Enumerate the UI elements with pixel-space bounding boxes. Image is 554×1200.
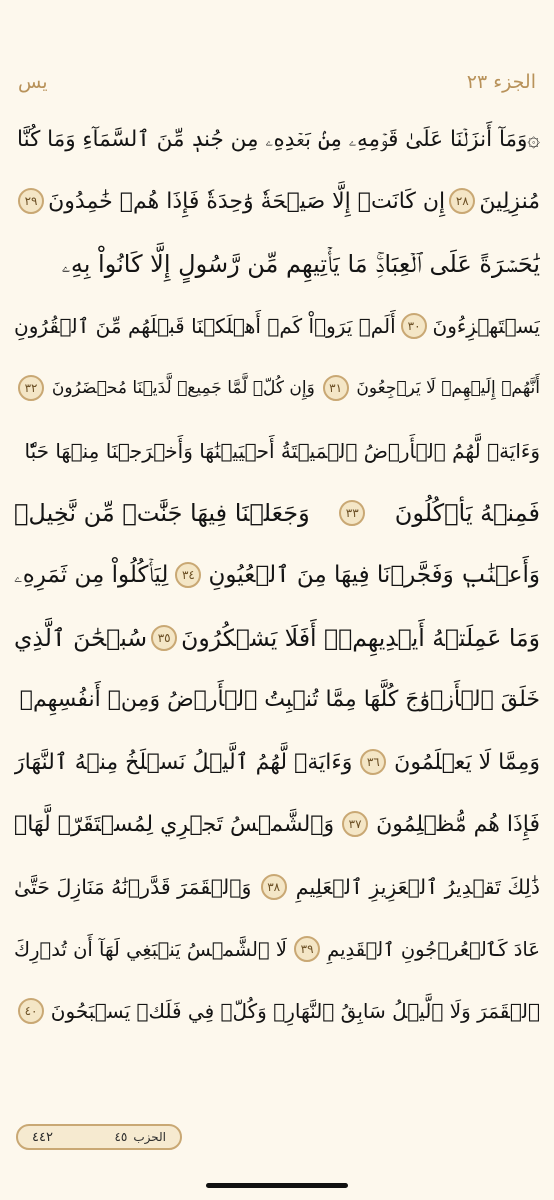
juz-label[interactable]: الجزء ٢٣ (466, 71, 536, 93)
verse-text: يَسۡتَهۡزِءُونَ (432, 314, 540, 339)
verse-text: ۞وَمَآ أَنزَلۡنَا عَلَىٰ قَوۡمِهِۦ مِنۢ بَعۡدِهِۦ مِن جُندٖ مِّنَ ٱلسَّمَآءِ وَمَا كُنَّا (17, 126, 540, 152)
verse-line (14, 233, 540, 295)
verse-text: وَأَعۡنَٰبٖ وَفَجَّرۡنَا فِيهَا مِنَ ٱلۡعُيُونِ (208, 562, 540, 589)
verse-line (14, 731, 540, 793)
verse-text: وَءَايَةٞ لَّهُمُ ٱلۡأَرۡضُ ٱلۡمَيۡتَةُ أَحۡيَيۡنَٰهَا وَأَخۡرَجۡنَا مِنۡهَا حَبّٗا (24, 438, 540, 463)
verse-line (14, 669, 540, 731)
verse-line (14, 419, 540, 481)
home-indicator[interactable] (206, 1183, 348, 1188)
verse-text: مُنزِلِينَ (479, 188, 540, 214)
ayah-number-marker[interactable]: ٣٣ (339, 500, 365, 526)
verse-text: وَمِمَّا لَا يَعۡلَمُونَ (394, 749, 540, 775)
ayah-number-marker[interactable]: ٢٨ (449, 188, 475, 214)
verse-line (14, 482, 540, 544)
verse-text: خَلَقَ ٱلۡأَزۡوَٰجَ كُلَّهَا مِمَّا تُنۢبِتُ ٱلۡأَرۡضُ وَمِنۡ أَنفُسِهِمۡ (19, 687, 540, 713)
surah-name[interactable]: يس (18, 71, 48, 93)
page-number: ٤٤٢ (32, 1129, 53, 1145)
verse-text: لَا ٱلشَّمۡسُ يَنۢبَغِي لَهَآ أَن تُدۡرِكَ (14, 937, 288, 961)
verse-line (14, 357, 540, 419)
verse-line (14, 108, 540, 170)
ayah-number-marker[interactable]: ٣٦ (360, 749, 386, 775)
verse-text: فَإِذَا هُم مُّظۡلِمُونَ (376, 811, 540, 837)
verse-text-area[interactable] (14, 108, 540, 1042)
verse-line (14, 606, 540, 668)
ayah-number-marker[interactable]: ٣٩ (294, 936, 320, 962)
verse-text: وَجَعَلۡنَا فِيهَا جَنَّٰتٖ مِّن نَّخِيلٖ (14, 498, 310, 527)
verse-line (14, 856, 540, 918)
verse-text: وَإِن كُلّٞ لَّمَّا جَمِيعٞ لَّدَيۡنَا مُحۡضَرُونَ (51, 378, 315, 399)
verse-line (14, 170, 540, 232)
ayah-number-marker[interactable]: ٣٥ (151, 625, 177, 651)
verse-text: لِيَأۡكُلُواْ مِن ثَمَرِهِۦ (14, 562, 169, 589)
verse-text: عَادَ كَٱلۡعُرۡجُونِ ٱلۡقَدِيمِ (327, 937, 540, 961)
ayah-number-marker[interactable]: ٣٤ (175, 562, 201, 588)
verse-line (14, 980, 540, 1042)
verse-text: سُبۡحَٰنَ ٱلَّذِي (14, 623, 148, 652)
ayah-number-marker[interactable]: ٢٩ (18, 188, 44, 214)
verse-text: وَٱلشَّمۡسُ تَجۡرِي لِمُسۡتَقَرّٖ لَّهَاۚ (14, 811, 335, 837)
ayah-number-marker[interactable]: ٣١ (323, 375, 349, 401)
verse-line (14, 918, 540, 980)
hizb-number: ٤٥ (114, 1130, 128, 1144)
verse-line (14, 793, 540, 855)
ayah-number-marker[interactable]: ٣٠ (401, 313, 427, 339)
verse-text: وَمَا عَمِلَتۡهُ أَيۡدِيهِمۡۚ أَفَلَا يَشۡكُرُونَ (181, 623, 540, 652)
ayah-number-marker[interactable]: ٣٨ (261, 874, 287, 900)
page-header (18, 62, 536, 102)
ayah-number-marker[interactable]: ٣٢ (18, 375, 44, 401)
verse-text: أَنَّهُمۡ إِلَيۡهِمۡ لَا يَرۡجِعُونَ (356, 378, 540, 399)
verse-text: وَٱلۡقَمَرَ قَدَّرۡنَٰهُ مَنَازِلَ حَتَّىٰ (14, 874, 252, 899)
verse-text: أَلَمۡ يَرَوۡاْ كَمۡ أَهۡلَكۡنَا قَبۡلَهُم مِّنَ ٱلۡقُرُونِ (14, 314, 396, 339)
page-footer-badge (16, 1124, 182, 1150)
hizb-indicator (114, 1130, 166, 1144)
verse-text: إِن كَانَتۡ إِلَّا صَيۡحَةٗ وَٰحِدَةٗ فَإِذَا هُمۡ خَٰمِدُونَ (48, 188, 446, 214)
verse-text: ذَٰلِكَ تَقۡدِيرُ ٱلۡعَزِيزِ ٱلۡعَلِيمِ (295, 874, 540, 899)
ayah-number-marker[interactable]: ٣٧ (342, 811, 368, 837)
verse-line (14, 544, 540, 606)
verse-line (14, 295, 540, 357)
hizb-label: الحزب (133, 1130, 166, 1144)
verse-text: ٱلۡقَمَرَ وَلَا ٱلَّيۡلُ سَابِقُ ٱلنَّهَارِۚ وَكُلّٞ فِي فَلَكٖ يَسۡبَحُونَ (50, 999, 540, 1024)
verse-text: يَٰحَسۡرَةً عَلَى ٱلۡعِبَادِۚ مَا يَأۡتِيهِم مِّن رَّسُولٍ إِلَّا كَانُواْ بِهِۦ (61, 249, 540, 278)
verse-text: وَءَايَةٞ لَّهُمُ ٱلَّيۡلُ نَسۡلَخُ مِنۡهُ ٱلنَّهَارَ (14, 749, 353, 775)
ayah-number-marker[interactable]: ٤٠ (18, 998, 44, 1024)
verse-text: فَمِنۡهُ يَأۡكُلُونَ (394, 498, 540, 527)
